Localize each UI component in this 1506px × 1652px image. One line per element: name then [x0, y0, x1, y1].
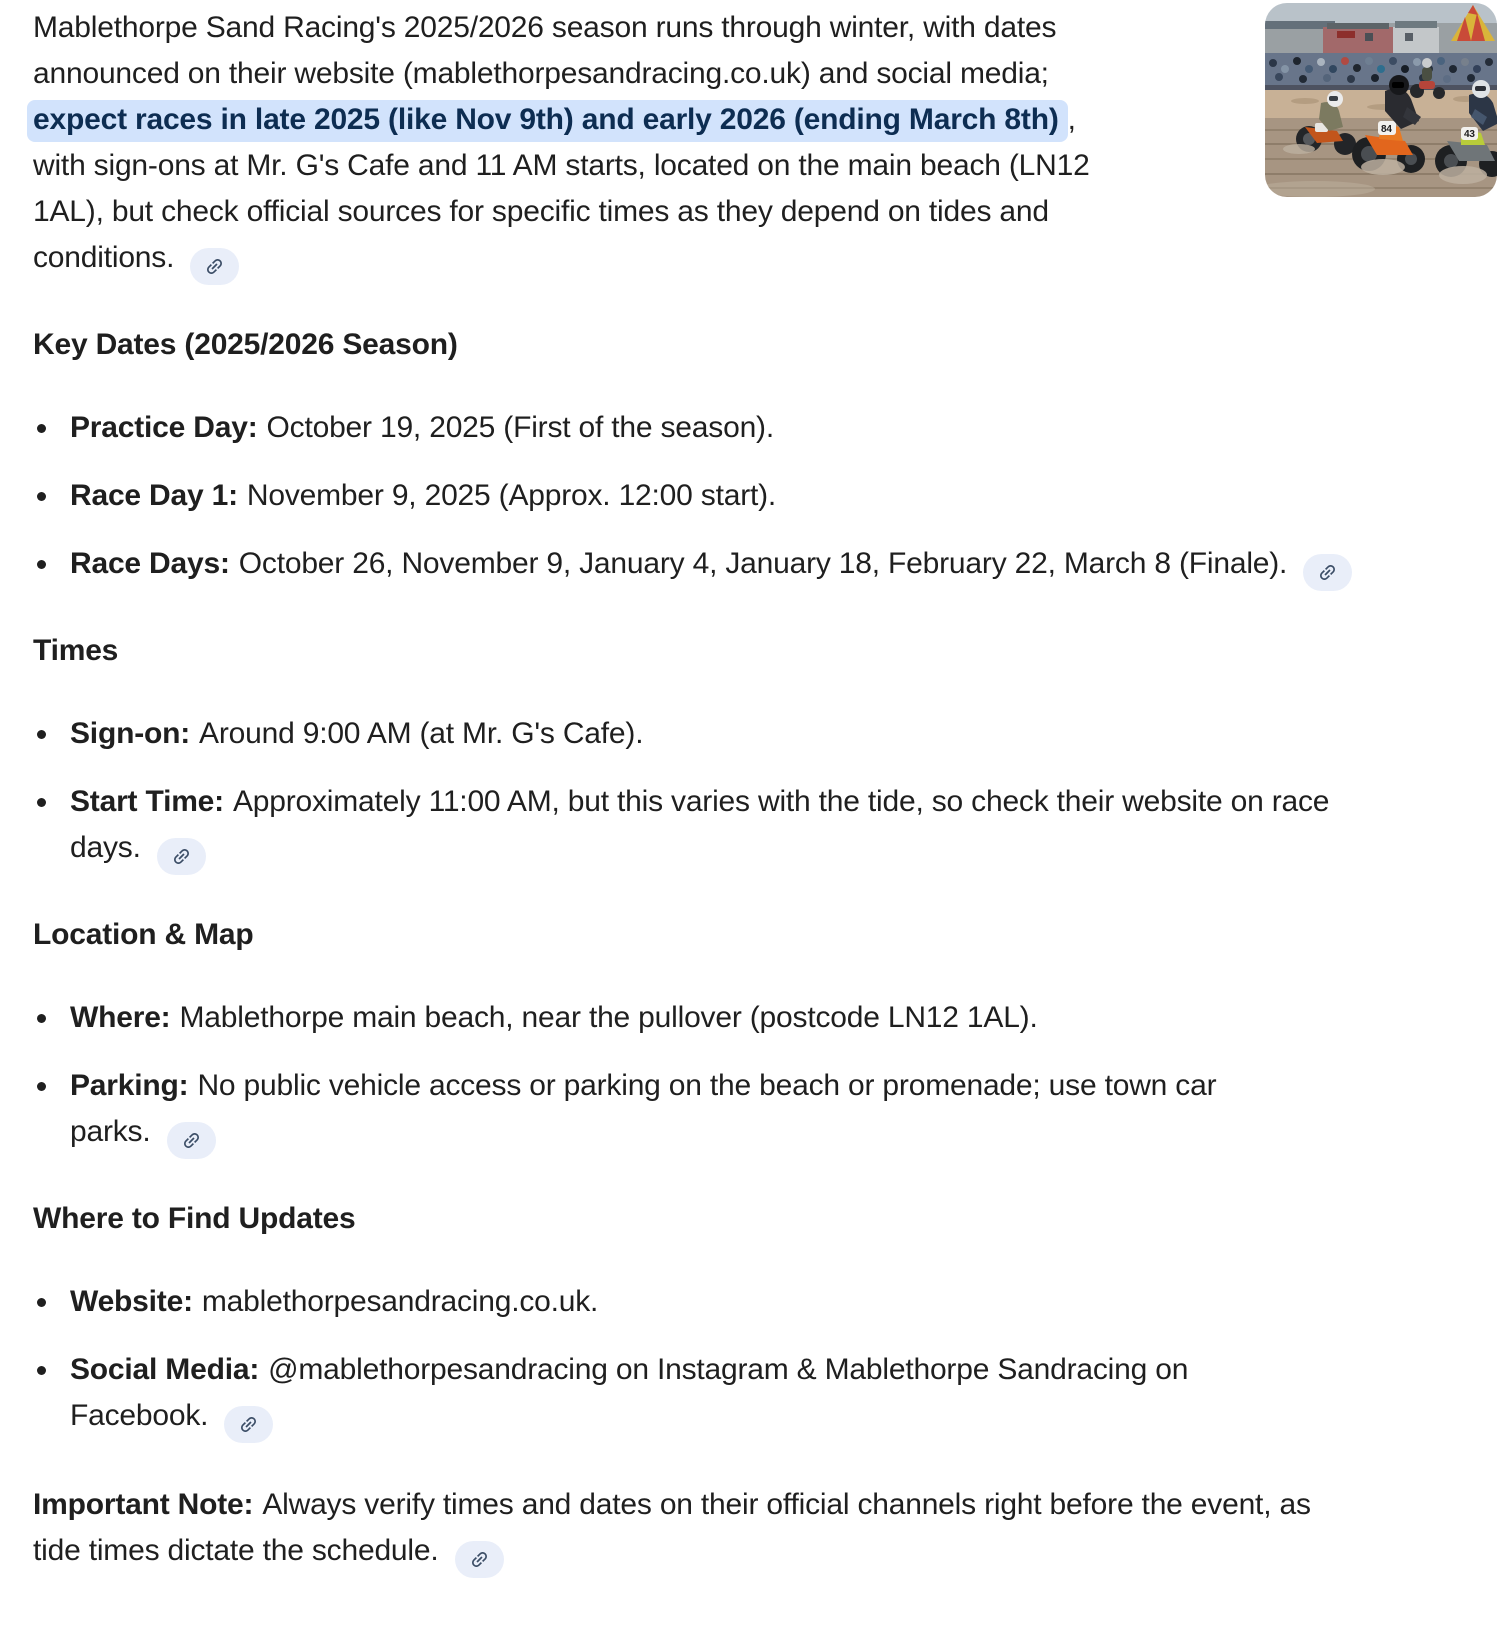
svg-text:84: 84 [1381, 124, 1392, 135]
bullet-item [33, 1063, 1506, 1159]
bullet-item [33, 995, 1506, 1041]
bullet-item [33, 541, 1506, 591]
intro-line: 1AL), but check official sources for specific times as they depend on tides and [33, 195, 1049, 228]
citation-chip[interactable] [1303, 554, 1352, 591]
bullet-text: November 9, 2025 (Approx. 12:00 start). [246, 479, 777, 512]
bullet-label: Start Time: [70, 785, 224, 818]
bullet-marker [37, 492, 46, 501]
link-icon [204, 256, 225, 277]
intro-line: announced on their website (mablethorpesandracing.co.uk) and social media; [33, 57, 1049, 90]
intro-paragraph [33, 5, 1213, 285]
bullet-marker [37, 1298, 46, 1307]
svg-text:43: 43 [1464, 129, 1475, 140]
bullet-item [33, 779, 1506, 875]
bullet-list [33, 1279, 1506, 1443]
intro-line-text: conditions. [33, 241, 175, 274]
bullet-label: Race Days: [70, 547, 230, 580]
link-icon [469, 1549, 490, 1570]
bullet-text: parks. [70, 1115, 151, 1148]
bullet-item [33, 1279, 1506, 1325]
citation-chip[interactable] [190, 248, 239, 285]
bullet-item [33, 473, 1506, 519]
bullet-label: Social Media: [70, 1353, 260, 1386]
bullet-text: days. [70, 831, 141, 864]
bullet-item [33, 1347, 1506, 1443]
note-text: tide times dictate the schedule. [33, 1534, 439, 1567]
bullet-label: Sign-on: [70, 717, 191, 750]
intro-line [33, 97, 1213, 143]
citation-chip[interactable] [167, 1122, 216, 1159]
important-note [33, 1482, 1453, 1578]
intro-line [33, 235, 1213, 285]
bullet-marker [37, 1366, 46, 1375]
section-heading-updates: Where to Find Updates [33, 1202, 356, 1235]
bullet-marker [37, 730, 46, 739]
bullet-label: Where: [70, 1001, 171, 1034]
section-heading-key-dates: Key Dates (2025/2026 Season) [33, 328, 458, 361]
bullet-list [33, 995, 1506, 1159]
intro-line: Mablethorpe Sand Racing's 2025/2026 season runs through winter, with dates [33, 11, 1057, 44]
bullet-text: Around 9:00 AM (at Mr. G's Cafe). [199, 717, 644, 750]
bullet-marker [37, 1082, 46, 1091]
bullet-marker [37, 1014, 46, 1023]
bullet-text: October 26, November 9, January 4, January 18, February 22, March 8 (Finale). [238, 547, 1288, 580]
bullet-label: Parking: [70, 1069, 189, 1102]
link-icon [1317, 562, 1338, 583]
beach-race-image [1265, 3, 1497, 197]
intro-line-text: , [1067, 103, 1076, 136]
citation-chip[interactable] [157, 838, 206, 875]
link-icon [181, 1130, 202, 1151]
bullet-text: mablethorpesandracing.co.uk. [201, 1285, 599, 1318]
bullet-list [33, 711, 1506, 875]
bullet-text: Facebook. [70, 1399, 209, 1432]
bullet-list [33, 405, 1506, 591]
race-photo-thumbnail[interactable] [1265, 3, 1497, 197]
bullet-marker [37, 560, 46, 569]
bullet-marker [37, 424, 46, 433]
intro-line: with sign-ons at Mr. G's Cafe and 11 AM starts, located on the main beach (LN12 [33, 149, 1090, 182]
bullet-item [33, 405, 1506, 451]
bullet-text: Mablethorpe main beach, near the pullover (postcode LN12 1AL). [179, 1001, 1038, 1034]
bullet-text: No public vehicle access or parking on the beach or promenade; use town car [197, 1069, 1217, 1102]
note-label: Important Note: [33, 1488, 254, 1521]
bullet-label: Practice Day: [70, 411, 258, 444]
citation-chip[interactable] [455, 1541, 504, 1578]
bullet-marker [37, 798, 46, 807]
bullet-text: Approximately 11:00 AM, but this varies with the tide, so check their website on race [232, 785, 1330, 818]
citation-chip[interactable] [224, 1406, 273, 1443]
section-heading-location: Location & Map [33, 918, 254, 951]
bullet-text: October 19, 2025 (First of the season). [266, 411, 774, 444]
bullet-label: Website: [70, 1285, 193, 1318]
bullet-item [33, 711, 1506, 757]
link-icon [171, 846, 192, 867]
bullet-label: Race Day 1: [70, 479, 238, 512]
highlighted-answer-snippet[interactable]: expect races in late 2025 (like Nov 9th) and early 2026 (ending March 8th) [27, 100, 1068, 142]
bullet-text: @mablethorpesandracing on Instagram & Mablethorpe Sandracing on [268, 1353, 1189, 1386]
section-heading-times: Times [33, 634, 119, 667]
note-text: Always verify times and dates on their official channels right before the event, as [262, 1488, 1311, 1521]
link-icon [238, 1414, 259, 1435]
